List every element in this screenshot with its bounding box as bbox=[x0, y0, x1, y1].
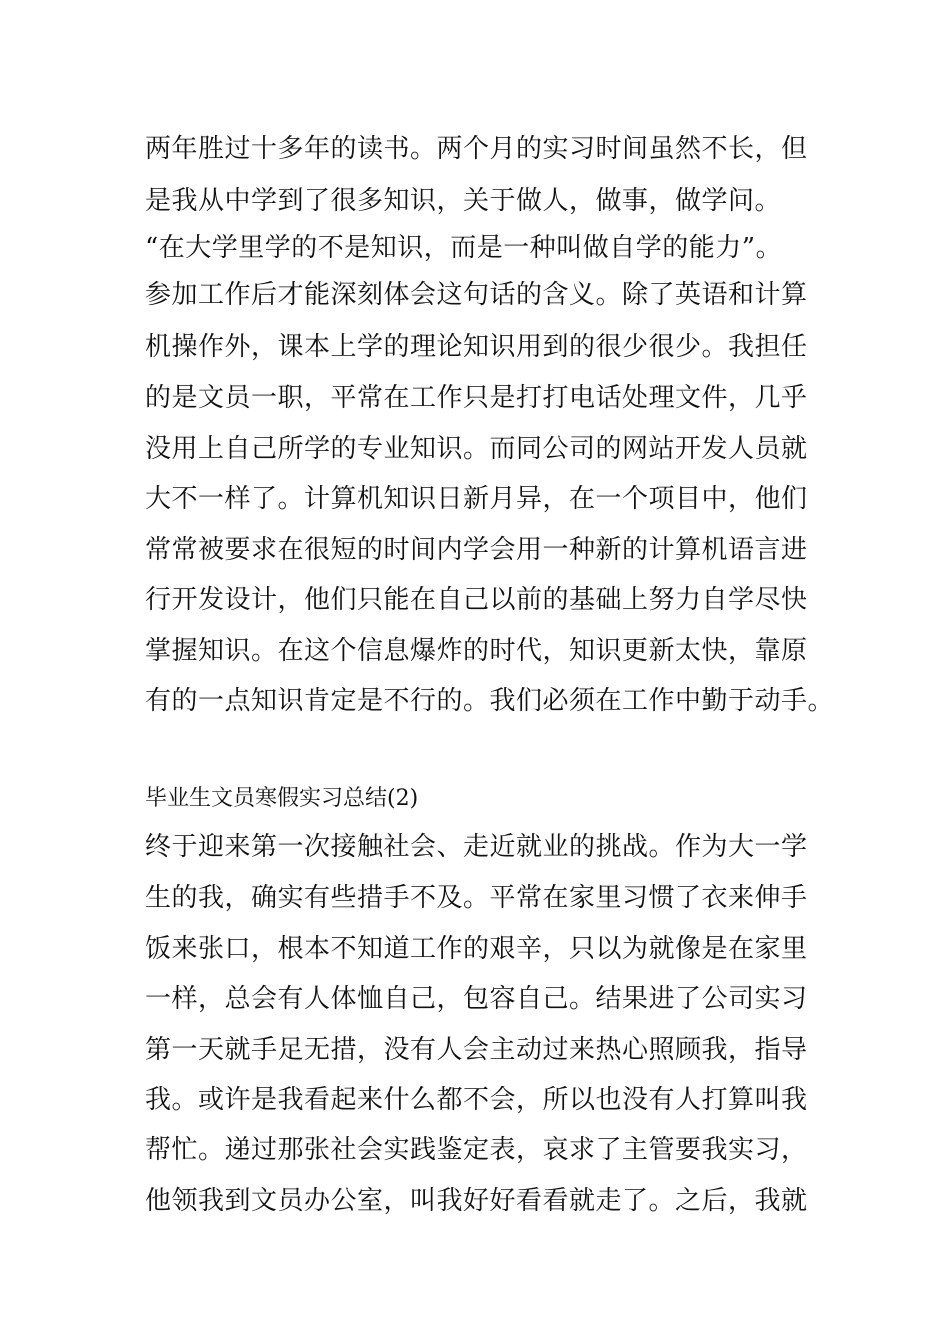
paragraph-line: 常常被要求在很短的时间内学会用一种新的计算机语言进 bbox=[145, 535, 808, 565]
paragraph-line: “在大学里学的不是知识，而是一种叫做自学的能力”。 bbox=[145, 233, 783, 263]
paragraph-line: 他领我到文员办公室，叫我好好看看就走了。之后，我就 bbox=[145, 1186, 808, 1216]
paragraph-line: 生的我，确实有些措手不及。平常在家里习惯了衣来伸手 bbox=[145, 883, 808, 913]
paragraph-line: 两年胜过十多年的读书。两个月的实习时间虽然不长，但 bbox=[145, 134, 808, 164]
paragraph-line: 我。或许是我看起来什么都不会，所以也没有人打算叫我 bbox=[145, 1085, 808, 1115]
paragraph-line: 有的一点知识肯定是不行的。我们必须在工作中勤于动手。 bbox=[145, 686, 835, 716]
paragraph-line: 没用上自己所学的专业知识。而同公司的网站开发人员就 bbox=[145, 434, 808, 464]
paragraph-line: 一样，总会有人体恤自己，包容自己。结果进了公司实习 bbox=[145, 984, 808, 1014]
section-heading: 毕业生文员寒假实习总结(2) bbox=[145, 786, 419, 811]
paragraph-line: 行开发设计，他们只能在自己以前的基础上努力自学尽快 bbox=[145, 585, 808, 615]
paragraph-line: 第一天就手足无措，没有人会主动过来热心照顾我，指导 bbox=[145, 1035, 808, 1065]
paragraph-line: 大不一样了。计算机知识日新月异，在一个项目中，他们 bbox=[145, 484, 808, 514]
paragraph-line: 参加工作后才能深刻体会这句话的含义。除了英语和计算 bbox=[145, 280, 808, 310]
paragraph-line: 帮忙。递过那张社会实践鉴定表，哀求了主管要我实习， bbox=[145, 1135, 808, 1165]
paragraph-line: 终于迎来第一次接触社会、走近就业的挑战。作为大一学 bbox=[145, 832, 808, 862]
paragraph-line: 是我从中学到了很多知识，关于做人，做事，做学问。 bbox=[145, 186, 782, 216]
paragraph-line: 掌握知识。在这个信息爆炸的时代，知识更新太快，靠原 bbox=[145, 636, 808, 666]
paragraph-line: 机操作外，课本上学的理论知识用到的很少很少。我担任 bbox=[145, 332, 808, 362]
paragraph-line: 的是文员一职，平常在工作只是打打电话处理文件，几乎 bbox=[145, 383, 808, 413]
paragraph-line: 饭来张口，根本不知道工作的艰辛，只以为就像是在家里 bbox=[145, 934, 808, 964]
